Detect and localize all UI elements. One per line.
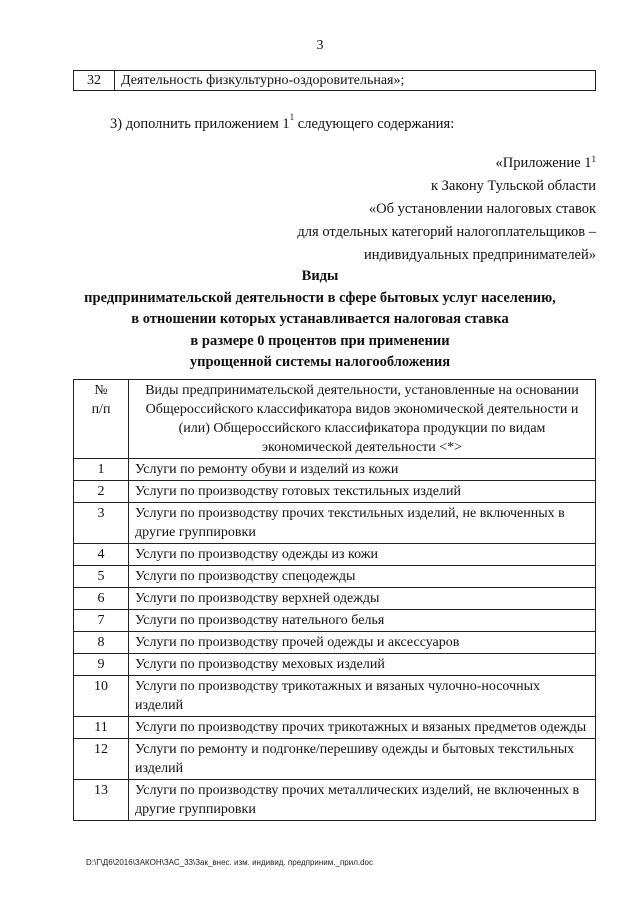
paragraph-suffix: следующего содержания: [294,116,455,132]
row-description: Деятельность физкультурно-оздоровительная»; [115,71,596,91]
row-number: 4 [74,544,129,566]
row-number: 10 [74,676,129,717]
annex-line-2: к Закону Тульской области [430,178,596,194]
row-number: 5 [74,566,129,588]
row-description: Услуги по ремонту и подгонке/перешиву одежды и бытовых текстильных изделий [129,739,596,780]
table-header-row [74,380,596,459]
annex-header [297,152,596,267]
row-number: 8 [74,632,129,654]
row-number: 32 [74,71,115,91]
table-row [74,503,596,544]
row-description: Услуги по производству трикотажных и вязаных чулочно-носочных изделий [129,676,596,717]
amendment-paragraph [110,112,455,133]
title-line: в размере 0 процентов при применении [190,332,450,349]
row-number: 6 [74,588,129,610]
table-row [74,566,596,588]
row-description: Услуги по производству прочих текстильных изделий, не включенных в другие группировки [129,503,596,544]
row-description: Услуги по ремонту обуви и изделий из кожи [129,459,596,481]
table-row [74,632,596,654]
title-line: в отношении которых устанавливается налоговая ставка [131,311,509,327]
table-row [74,588,596,610]
table-row [74,739,596,780]
document-title [0,266,640,374]
row-description: Услуги по производству меховых изделий [129,654,596,676]
row-number: 3 [74,503,129,544]
table-row [74,676,596,717]
title-line: предпринимательской деятельности в сфере бытовых услуг населению, [84,289,556,306]
paragraph-prefix: 3) дополнить приложением 1 [110,116,290,132]
annex-line-4: для отдельных категорий налогоплательщиков – [297,224,596,240]
table-row [74,717,596,739]
row-description: Услуги по производству готовых текстильных изделий [129,481,596,503]
header-number: № п/п [74,380,129,459]
row-number: 12 [74,739,129,780]
annex-line-1 [297,152,596,175]
annex-line-5: индивидуальных предпринимателей» [364,247,596,263]
table-row [74,610,596,632]
row-description: Услуги по производству прочих трикотажных и вязаных предметов одежды [129,717,596,739]
row-number: 9 [74,654,129,676]
table-row [74,459,596,481]
table-row [74,654,596,676]
paragraph-superscript: 1 [289,112,295,122]
continuation-table [73,70,596,91]
title-line: упрощенной системы налогообложения [189,354,451,370]
row-description: Услуги по производству одежды из кожи [129,544,596,566]
table-row [74,544,596,566]
row-number: 1 [74,459,129,481]
row-description: Услуги по производству нательного белья [129,610,596,632]
row-description: Услуги по производству верхней одежды [129,588,596,610]
row-number: 7 [74,610,129,632]
row-number: 2 [74,481,129,503]
row-description: Услуги по производству спецодежды [129,566,596,588]
header-description: Виды предпринимательской деятельности, установленные на основании Общероссийского классификатора видов экономической деятельности и (или) Общероссийского классификатора продукции по видам экономической деятельности <*> [129,380,596,459]
annex-line-3: «Об установлении налоговых ставок [368,201,596,217]
row-description: Услуги по производству прочих металлических изделий, не включенных в другие группировки [129,780,596,821]
row-number: 13 [74,780,129,821]
row-number: 11 [74,717,129,739]
table-row [74,780,596,821]
page-number: 3 [316,38,324,53]
annex-superscript: 1 [591,154,596,164]
annex-title: «Приложение 1 [495,155,592,171]
table-row [74,481,596,503]
table-row [74,71,596,91]
title-line: Виды [301,268,339,284]
activities-table [73,379,596,821]
row-description: Услуги по производству прочей одежды и аксессуаров [129,632,596,654]
file-path-footer: D:\Г\Д6\2016\ЗАКОН\ЗАС_33\Зак_внес. изм. индивид. предприним._прил.doc [86,858,373,867]
